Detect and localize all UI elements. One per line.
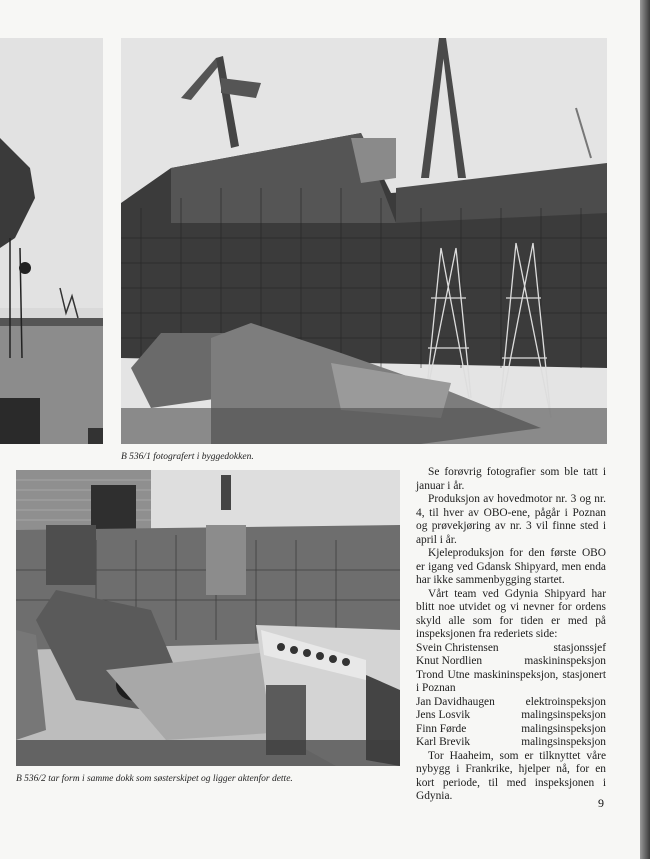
article-paragraph: Se forøvrig fotografier som ble tatt i januar i år. [416, 466, 606, 492]
staff-role: maskininspeksjon [524, 655, 606, 667]
page-number: 9 [598, 796, 604, 810]
photo-left-harbor [0, 38, 103, 444]
staff-name: Karl Brevik [416, 736, 471, 748]
staff-name: Jens Losvik [416, 709, 471, 721]
staff-row [416, 709, 606, 723]
caption-photo-2: B 536/2 tar form i samme dokk som søsterskipet og ligger aktenfor dette. [16, 774, 293, 784]
staff-name: Svein Christensen [416, 641, 499, 654]
article-paragraph: Kjeleproduksjon for den første OBO er igang ved Gdansk Shipyard, men enda har ikke sammenbygging startet. [416, 547, 606, 586]
inspection-staff-list [416, 642, 606, 750]
staff-name: Trond Utne [416, 668, 470, 681]
staff-role: malingsinspeksjon [521, 722, 606, 735]
staff-row [416, 723, 606, 737]
staff-role: elektroinspeksjon [525, 695, 606, 708]
photo-bottom-drydock [16, 470, 400, 766]
staff-role: stasjonssjef [553, 641, 606, 654]
staff-row [416, 642, 606, 656]
photo-top-drydock [121, 38, 607, 444]
staff-row [416, 655, 606, 669]
article-paragraph: Vårt team ved Gdynia Shipyard har blitt noe utvidet og vi nevner for ordens skyld alle som for tiden er med på inspeksjonen fra rederiets side: [416, 587, 606, 640]
page-edge-shadow [640, 0, 650, 859]
staff-name: Knut Nordlien [416, 655, 483, 667]
staff-role: malingsinspeksjon [521, 709, 606, 721]
staff-role: maskininspeksjon, stasjonert i Poznan [416, 668, 606, 694]
staff-name: Finn Førde [416, 722, 467, 735]
article-column [416, 466, 606, 804]
article-closing: Tor Haaheim, som er tilknyttet våre nybygg i Frankrike, hjelper nå, for en kort periode, til med inspeksjonen i Gdynia. [416, 749, 606, 802]
article-paragraph: Produksjon av hovedmotor nr. 3 og nr. 4, til hver av OBO-ene, pågår i Poznan og prøvekjøring av nr. 3 vil finne sted i april i år. [416, 493, 606, 546]
staff-row [416, 669, 606, 696]
staff-row [416, 736, 606, 750]
staff-role: malingsinspeksjon [521, 736, 606, 748]
caption-photo-1: B 536/1 fotografert i byggedokken. [121, 452, 254, 462]
staff-name: Jan Davidhaugen [416, 695, 495, 708]
staff-row [416, 696, 606, 710]
